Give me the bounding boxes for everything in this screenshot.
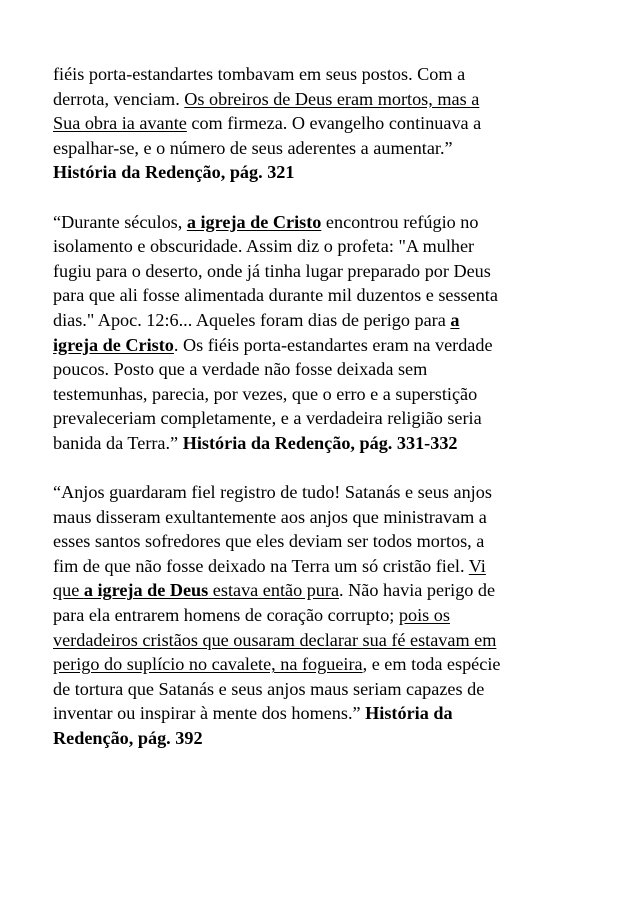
text-line xyxy=(53,259,613,284)
underlined-text: Sua obra ia avante xyxy=(53,113,187,134)
text-line xyxy=(53,578,613,603)
text-line xyxy=(53,308,613,333)
underlined-text: estava então pura xyxy=(208,580,340,601)
text-line xyxy=(53,529,613,554)
text-run: para ela entrarem homens de coração corrupto; xyxy=(53,605,399,626)
text-line xyxy=(53,234,613,259)
underlined-text: Os obreiros de Deus eram mortos, mas a xyxy=(184,88,480,109)
text-run: fugiu para o deserto, onde já tinha lugar preparado por Deus xyxy=(53,260,491,281)
paragraph xyxy=(53,210,613,456)
text-run: banida da Terra.” xyxy=(53,432,183,453)
bold-underlined-text: a xyxy=(450,309,460,330)
text-run: derrota, venciam. xyxy=(53,88,185,109)
text-line xyxy=(53,406,613,431)
text-line xyxy=(53,62,613,87)
bold-text: História da Redenção, pág. 321 xyxy=(53,162,295,183)
text-line xyxy=(53,382,613,407)
text-line xyxy=(53,603,613,628)
document-page xyxy=(53,62,613,775)
text-line xyxy=(53,357,613,382)
text-run: testemunhas, parecia, por vezes, que o erro e a superstição xyxy=(53,383,478,404)
text-run: inventar ou inspirar à mente dos homens.” xyxy=(53,703,366,724)
text-line xyxy=(53,701,613,726)
text-run: “Anjos guardaram fiel registro de tudo! Satanás e seus anjos xyxy=(53,482,492,503)
text-line xyxy=(53,431,613,456)
text-run: fiéis porta-estandartes tombavam em seus postos. Com a xyxy=(53,64,466,84)
text-line xyxy=(53,480,613,505)
text-line xyxy=(53,505,613,530)
text-run: espalhar-se, e o número de seus aderentes a aumentar.” xyxy=(53,137,453,158)
text-run: dias." Apoc. 12:6... Aqueles foram dias de perigo para xyxy=(53,309,451,330)
text-line xyxy=(53,333,613,358)
text-run: , e em toda espécie xyxy=(362,654,501,675)
text-run: . Não havia perigo de xyxy=(339,580,496,601)
text-run: com firmeza. O evangelho continuava a xyxy=(186,113,482,134)
paragraph xyxy=(53,480,613,751)
text-line xyxy=(53,210,613,235)
text-run: fim de que não fosse deixado na Terra um só cristão fiel. xyxy=(53,555,469,576)
bold-text: História da Redenção, pág. 331-332 xyxy=(182,432,458,453)
bold-underlined-text: igreja de Cristo xyxy=(53,334,174,355)
text-line xyxy=(53,677,613,702)
text-run: poucos. Posto que a verdade não fosse deixada sem xyxy=(53,359,428,380)
bold-text: Redenção, pág. 392 xyxy=(53,728,203,749)
text-line xyxy=(53,554,613,579)
underlined-text: Vi xyxy=(468,555,486,576)
text-line xyxy=(53,628,613,653)
text-run: prevaleceriam completamente, e a verdadeira religião seria xyxy=(53,408,482,429)
text-line xyxy=(53,160,613,185)
underlined-text: verdadeiros cristãos que ousaram declarar sua fé estavam em xyxy=(53,629,497,650)
underlined-text: pois os xyxy=(398,605,450,626)
text-line xyxy=(53,111,613,136)
text-run: “Durante séculos, xyxy=(53,211,187,232)
text-line xyxy=(53,652,613,677)
bold-underlined-text: a igreja de Deus xyxy=(83,580,209,601)
text-run: para que ali fosse alimentada durante mil duzentos e sessenta xyxy=(53,285,498,306)
text-line xyxy=(53,136,613,161)
text-run: isolamento e obscuridade. Assim diz o profeta: "A mulher xyxy=(53,236,475,257)
paragraph xyxy=(53,62,613,185)
text-line xyxy=(53,283,613,308)
text-line xyxy=(53,87,613,112)
underlined-text: perigo do suplício no cavalete, na fogueira xyxy=(53,654,363,675)
bold-underlined-text: a igreja de Cristo xyxy=(186,211,322,232)
text-run: esses santos sofredores que eles deviam ser todos mortos, a xyxy=(53,531,485,552)
text-run: encontrou refúgio no xyxy=(321,211,479,232)
text-run: maus disseram exultantemente aos anjos que ministravam a xyxy=(53,506,487,527)
text-line xyxy=(53,726,613,751)
bold-text: História da xyxy=(365,703,453,724)
underlined-text: que xyxy=(53,580,84,601)
text-run: . Os fiéis porta-estandartes eram na verdade xyxy=(173,334,493,355)
text-run: de tortura que Satanás e seus anjos maus seriam capazes de xyxy=(53,678,485,699)
